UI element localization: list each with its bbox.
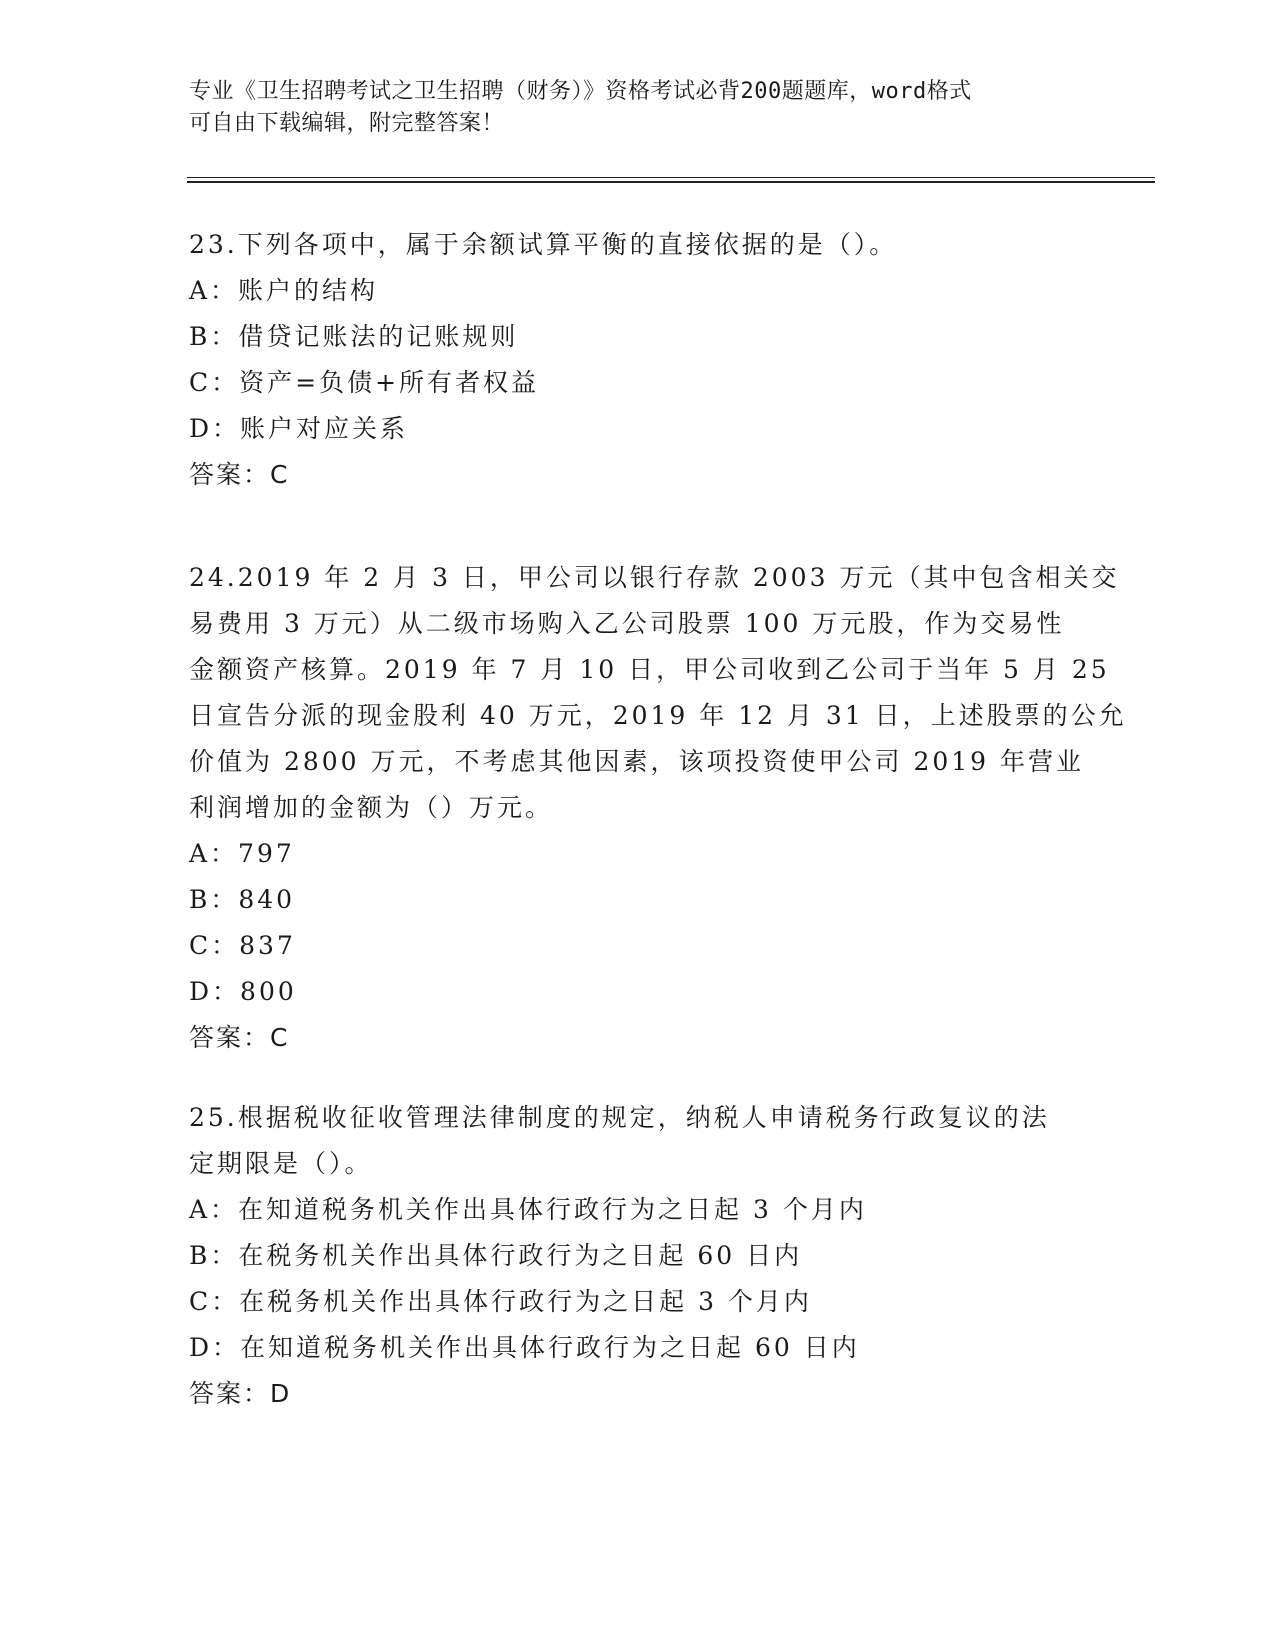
answer-line: 答案：D — [189, 1379, 292, 1408]
header-divider-thin — [187, 177, 1155, 178]
question-stem-line: 日宣告分派的现金股利 40 万元，2019 年 12 月 31 日，上述股票的公允 — [189, 701, 1127, 730]
question-stem-line: 24.2019 年 2 月 3 日，甲公司以银行存款 2003 万元（其中包含相关交 — [189, 563, 1120, 592]
option-c: C：资产=负债+所有者权益 — [189, 368, 540, 397]
header-title-line-2: 可自由下载编辑，附完整答案！ — [189, 111, 505, 136]
question-25 — [189, 1095, 1089, 1417]
question-stem-line: 金额资产核算。2019 年 7 月 10 日，甲公司收到乙公司于当年 5 月 25 — [189, 655, 1110, 684]
question-24 — [189, 555, 1127, 1061]
option-d: D：800 — [189, 977, 297, 1006]
document-header — [189, 76, 1079, 140]
option-a: A：在知道税务机关作出具体行政行为之日起 3 个月内 — [189, 1195, 867, 1224]
question-stem-line: 价值为 2800 万元，不考虑其他因素，该项投资使甲公司 2019 年营业 — [189, 747, 1085, 776]
answer-line: 答案：C — [189, 460, 290, 489]
header-title-line-1: 专业《卫生招聘考试之卫生招聘（财务）》资格考试必背200题题库，word格式 — [189, 79, 972, 104]
answer-line: 答案：C — [189, 1023, 290, 1052]
header-divider-thick — [187, 181, 1155, 183]
question-stem-line: 易费用 3 万元）从二级市场购入乙公司股票 100 万元股，作为交易性 — [189, 609, 1065, 638]
question-stem-line: 定期限是（）。 — [189, 1149, 373, 1178]
option-b: B：840 — [189, 885, 296, 914]
option-c: C：在税务机关作出具体行政行为之日起 3 个月内 — [189, 1287, 812, 1316]
option-d: D：账户对应关系 — [189, 414, 409, 443]
option-d: D：在知道税务机关作出具体行政行为之日起 60 日内 — [189, 1333, 860, 1362]
question-stem-line: 25.根据税收征收管理法律制度的规定，纳税人申请税务行政复议的法 — [189, 1103, 1050, 1132]
option-a: A：797 — [189, 839, 295, 868]
question-23 — [189, 222, 1089, 498]
option-b: B：借贷记账法的记账规则 — [189, 322, 519, 351]
option-a: A：账户的结构 — [189, 276, 379, 305]
option-b: B：在税务机关作出具体行政行为之日起 60 日内 — [189, 1241, 803, 1270]
option-c: C：837 — [189, 931, 296, 960]
question-stem-line: 利润增加的金额为（）万元。 — [189, 793, 554, 822]
question-stem-line: 23.下列各项中，属于余额试算平衡的直接依据的是（）。 — [189, 230, 898, 259]
